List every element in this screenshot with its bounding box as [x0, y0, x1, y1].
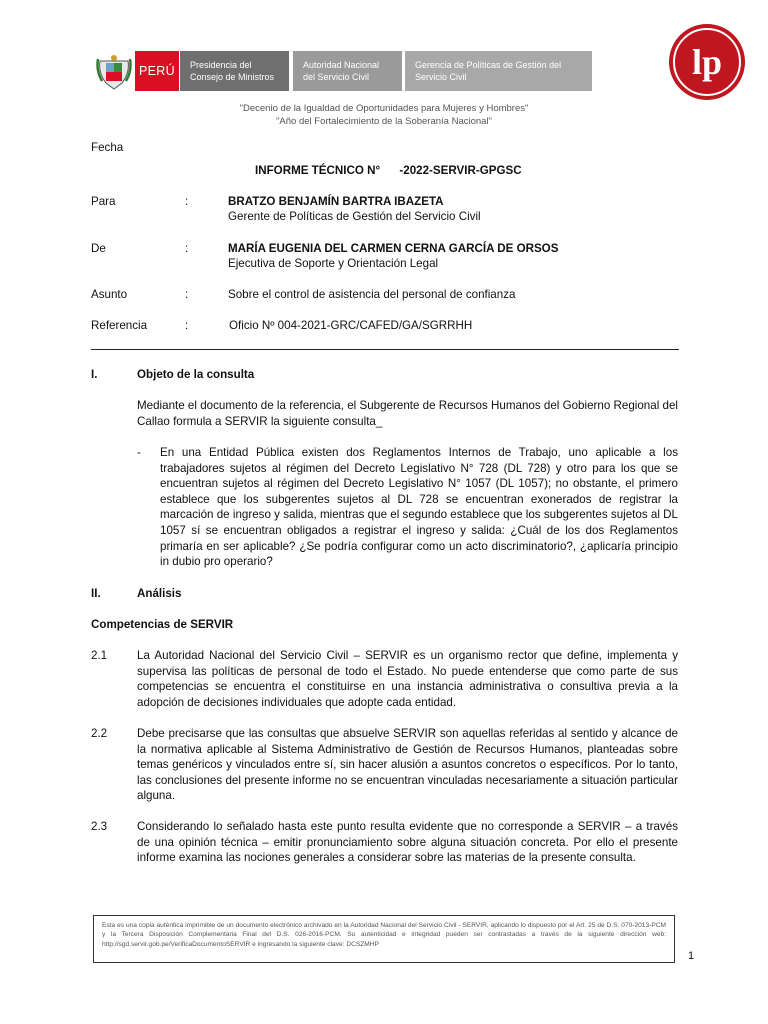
authenticity-footer: Esta es una copia auténtica imprimible de un documento electrónico archivado en la Autoridad Nacional del Servicio Civil - SERVIR, aplicando lo dispuesto por el Art. 25 de D.S. 070-2013-PCM y la Tercera Disposición Complementaria Final del D.S. 026-2016-PCM. Su autenticidad e integridad pueden ser contrastadas a través de la siguiente dirección web: http://sgd.servir.gob.pe/VerificaDocumentoSERVIR e ingresando la siguiente clave: DCSZMHP: [93, 915, 675, 963]
bullet-dash: -: [137, 446, 141, 459]
asunto-text: Sobre el control de asistencia del personal de confianza: [228, 288, 516, 301]
header-box-pcm: Presidencia del Consejo de Ministros: [180, 51, 289, 91]
de-name: MARÍA EUGENIA DEL CARMEN CERNA GARCÍA DE ORSOS: [228, 242, 559, 255]
competencias-subtitle: Competencias de SERVIR: [91, 618, 234, 631]
peru-brand: PERÚ: [135, 51, 179, 91]
de-label: De: [91, 242, 106, 255]
decenio-line: "Decenio de la Igualdad de Oportunidades para Mujeres y Hombres": [239, 103, 529, 114]
referencia-label: Referencia: [91, 319, 148, 332]
lp-logo: [667, 22, 747, 102]
item-2-2-number: 2.2: [91, 727, 108, 740]
section-1-number: I.: [91, 368, 98, 381]
referencia-colon: :: [185, 319, 189, 332]
consulta-bullet: En una Entidad Pública existen dos Reglamentos Internos de Trabajo, uno aplicable a los trabajadores sujetos al régimen del Decreto Legislativo N° 728 (DL 728) y otro para los que se encuentran sujetos al régimen del Decreto Legislativo N° 1057 (DL 1057); no obstante, el primero establece que los subgerentes sujetos al DL 728 se encuentran exonerados de registrar la marcación de ingreso y salida, mientras que el segundo establece que los subgerentes sujetos al DL 1057 sí se encuentran obligados a registrar el ingreso y salida: ¿Cuál de los dos Reglamentos primaría en ser aplicable? ¿Se podría configurar como un acto discriminatorio?, ¿aplicaría principio in dubio pro operario?: [160, 446, 678, 569]
section-2-title: Análisis: [137, 587, 182, 600]
logo-text: lp: [691, 42, 723, 82]
anio-line: "Año del Fortalecimiento de la Soberanía Nacional": [276, 116, 492, 127]
de-role: Ejecutiva de Soporte y Orientación Legal: [228, 257, 439, 270]
section-2-number: II.: [91, 587, 101, 600]
para-name: BRATZO BENJAMÍN BARTRA IBAZETA: [228, 195, 444, 208]
asunto-colon: :: [185, 288, 189, 301]
item-2-3-number: 2.3: [91, 820, 108, 833]
section-1-title: Objeto de la consulta: [137, 368, 255, 381]
item-2-3-text: Considerando lo señalado hasta este punto resulta evidente que no corresponde a SERVIR – a través de una opinión técnica – emitir pronunciamiento sobre alguna situación concreta. Por ello el presente informe examina las nociones generales a considerar sobre las materias de la presente consulta.: [137, 820, 678, 865]
divider: [91, 349, 679, 350]
header-box-servir: Autoridad Nacional del Servicio Civil: [293, 51, 402, 91]
item-2-1-text: La Autoridad Nacional del Servicio Civil – SERVIR es un organismo rector que define, implementa y supervisa las políticas de personal de todo el Estado. No puede entenderse que como parte de sus competencias se encuentra el constituirse en una instancia administrativa o consultiva previa a la adopción de decisiones individuales que adopte cada entidad.: [137, 649, 678, 709]
referencia-text: Oficio Nº 004-2021-GRC/CAFED/GA/SGRRHH: [229, 319, 473, 332]
coat-of-arms-icon: [96, 53, 132, 91]
para-role: Gerente de Políticas de Gestión del Servicio Civil: [228, 210, 481, 223]
de-colon: :: [185, 242, 189, 255]
para-colon: :: [185, 195, 189, 208]
document-title: INFORME TÉCNICO N° -2022-SERVIR-GPGSC: [255, 164, 522, 177]
item-2-2-text: Debe precisarse que las consultas que absuelve SERVIR son aquellas referidas al sentido y alcance de la normativa aplicable al Sistema Administrativo de Gestión de Recursos Humanos, planteadas sobre temas genéricos y vinculados entre sí, sin hacer alusión a asuntos concretos o específicos. Por lo tanto, las conclusiones del presente informe no se encuentran vinculadas necesariamente a situación particular alguna.: [137, 727, 678, 803]
asunto-label: Asunto: [91, 288, 128, 301]
page-number: 1: [688, 950, 695, 962]
section-1-paragraph: Mediante el documento de la referencia, el Subgerente de Recursos Humanos del Gobierno Regional del Callao formula a SERVIR la siguiente consulta_: [137, 399, 678, 428]
item-2-1-number: 2.1: [91, 649, 108, 662]
fecha-label: Fecha: [91, 141, 124, 154]
para-label: Para: [91, 195, 116, 208]
header-box-gerencia: Gerencia de Políticas de Gestión del Servicio Civil: [405, 51, 592, 91]
